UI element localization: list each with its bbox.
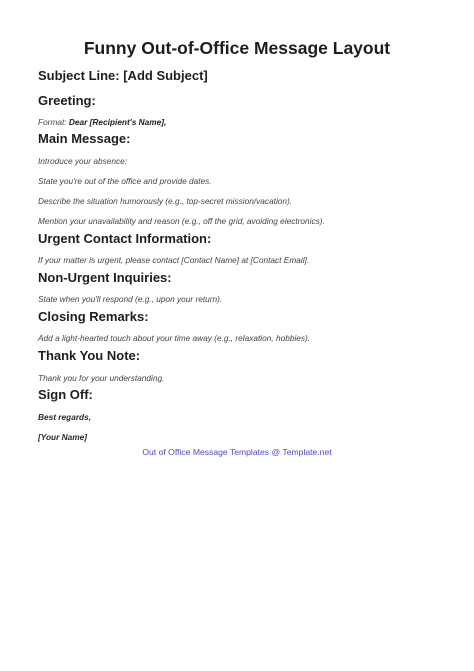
greeting-format-line [38,117,166,127]
subject-line-heading: Subject Line: [Add Subject] [38,68,208,83]
main-message-line-1: Introduce your absence: [38,156,128,166]
sign-off-regards: Best regards, [38,412,92,422]
sign-off-name: [Your Name] [38,432,88,442]
main-message-heading: Main Message: [38,131,131,146]
greeting-heading: Greeting: [38,93,96,108]
non-urgent-heading: Non-Urgent Inquiries: [38,270,172,285]
urgent-contact-text: If your matter is urgent, please contact [Contact Name] at [Contact Email]. [38,255,310,265]
main-message-line-2: State you're out of the office and provide dates. [38,176,212,186]
sign-off-heading: Sign Off: [38,387,93,402]
footer [0,447,474,457]
thank-you-text: Thank you for your understanding. [38,373,165,383]
non-urgent-text: State when you'll respond (e.g., upon your return). [38,294,223,304]
main-message-line-4: Mention your unavailability and reason (e.g., off the grid, avoiding electronics). [38,216,325,226]
main-message-line-3: Describe the situation humorously (e.g., top-secret mission/vacation). [38,196,293,206]
document-title: Funny Out-of-Office Message Layout [83,38,391,58]
thank-you-heading: Thank You Note: [38,348,141,363]
closing-remarks-heading: Closing Remarks: [38,309,149,324]
closing-remarks-text: Add a light-hearted touch about your time away (e.g., relaxation, hobbies). [38,333,311,343]
greeting-format-value: Dear [Recipient's Name], [68,117,167,127]
greeting-format-label: Format: [38,117,67,127]
urgent-contact-heading: Urgent Contact Information: [38,231,212,246]
templates-link[interactable]: Out of Office Message Templates @ Template.net [142,447,332,457]
